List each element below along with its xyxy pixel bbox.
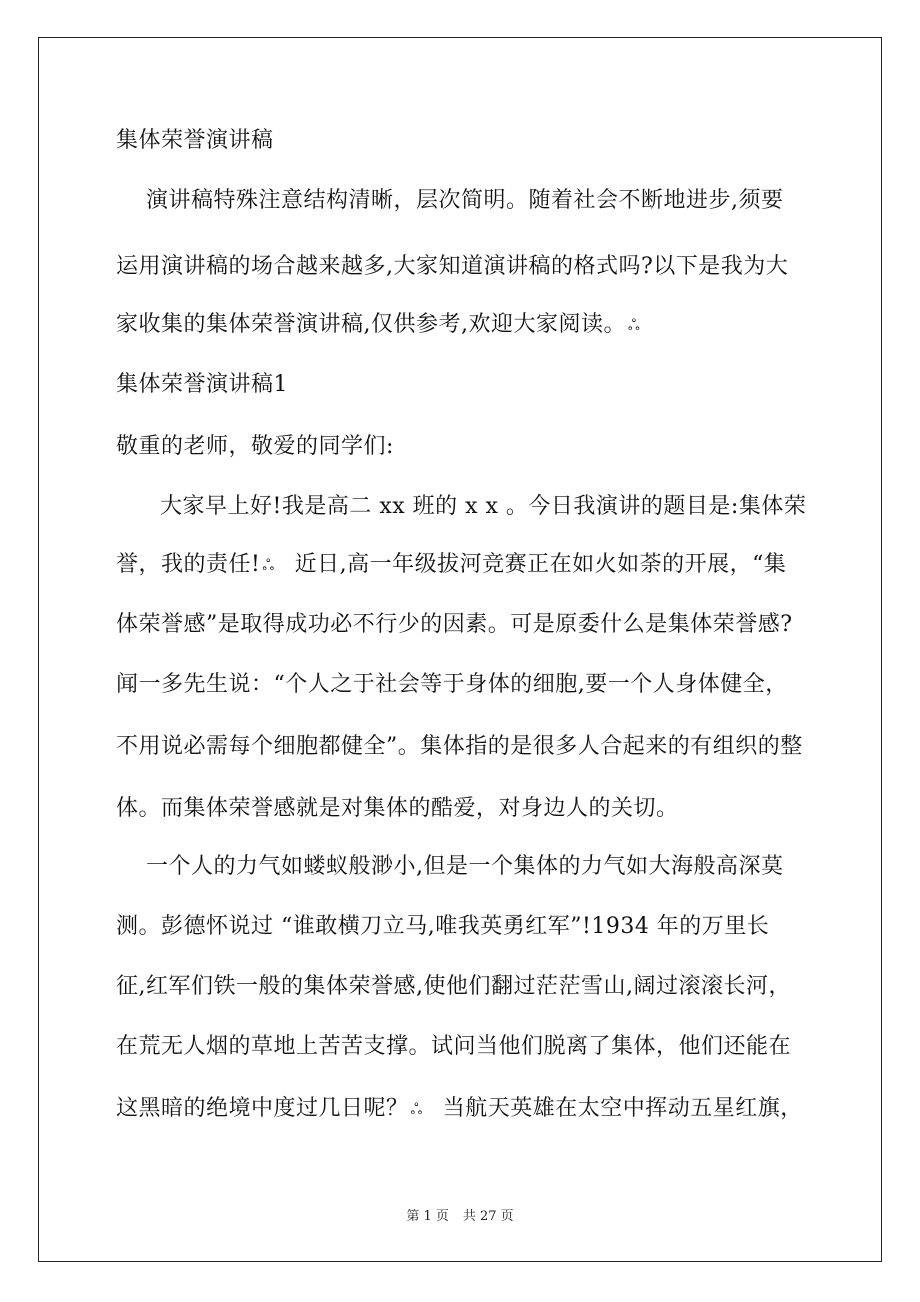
page-number: 第 1 页 — [406, 1209, 449, 1224]
section-mark-icon: ஃ — [262, 556, 275, 574]
salutation: 敬重的老师，敬爱的同学们: — [116, 434, 394, 459]
para1-line-3: 体荣誉感”是取得成功必不行少的因素。可是原委什么是集体荣誉感? — [116, 612, 793, 637]
intro-line-1: 演讲稿特殊注意结构清晰，层次简明。随着社会不断地进步,须要 — [146, 188, 784, 213]
para2-line-5-container — [116, 1094, 803, 1124]
para1-line-2-container — [116, 550, 786, 580]
section-heading: 集体荣誉演讲稿1 — [116, 372, 288, 397]
intro-line-3-container — [116, 310, 640, 340]
document-title: 集体荣誉演讲稿 — [116, 128, 274, 153]
para1-line-6: 体。而集体荣誉感就是对集体的酷爱，对身边人的关切。 — [116, 796, 679, 821]
para1-line-2b: 近日,高一年级拔河竞赛正在如火如荼的开展，“集 — [294, 552, 787, 577]
section-mark-icon: ஃ — [410, 1100, 423, 1118]
page-footer — [0, 1208, 920, 1226]
para1-line-1: 大家早上好!我是高二 xx 班的 x x 。今日我演讲的题目是:集体荣 — [160, 494, 807, 519]
para2-line-5a: 这黑暗的绝境中度过几日呢？ — [116, 1096, 409, 1121]
intro-line-2: 运用演讲稿的场合越来越多,大家知道演讲稿的格式吗?以下是我为大 — [116, 254, 789, 279]
para1-line-2a: 誉，我的责任! — [116, 552, 261, 577]
intro-line-3: 家收集的集体荣誉演讲稿,仅供参考,欢迎大家阅读。 — [116, 312, 626, 337]
para1-line-5: 不用说必需每个细胞都健全”。集体指的是很多人合起来的有组织的整 — [116, 734, 803, 759]
page-total: 共 27 页 — [462, 1209, 514, 1224]
section-mark-icon: ஃ — [628, 316, 641, 334]
page-border — [38, 37, 882, 1262]
para2-line-4: 在荒无人烟的草地上苦苦支撑。试问当他们脱离了集体，他们还能在 — [116, 1034, 792, 1059]
para2-line-5b: 当航天英雄在太空中挥动五星红旗， — [442, 1096, 803, 1121]
para2-line-2: 测。彭德怀说过 “谁敢横刀立马,唯我英勇红军”!1934 年的万里长 — [116, 914, 770, 939]
para2-line-1: 一个人的力气如蝼蚁般渺小,但是一个集体的力气如大海般高深莫 — [146, 854, 784, 879]
para2-line-3: 征,红军们铁一般的集体荣誉感,使他们翻过茫茫雪山,阔过滚滚长河， — [116, 974, 791, 999]
para1-line-4: 闻一多先生说：“个人之于社会等于身体的细胞,要一个人身体健全， — [116, 672, 788, 697]
